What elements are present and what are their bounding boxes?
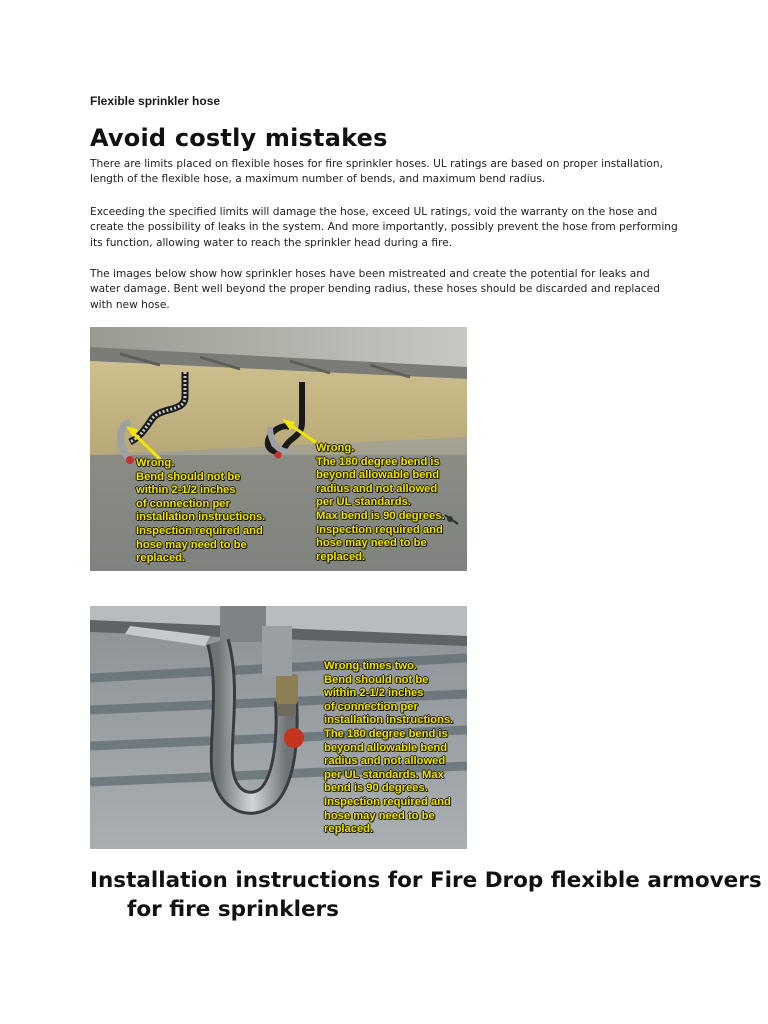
- hose-photo-1-caption-right: Wrong. The 180 degree bend is beyond allowable bend radius and not allowed per UL standards. Max bend is 90 degrees. Inspection required and hose may need to be replaced.: [316, 442, 445, 563]
- intro-paragraph: There are limits placed on flexible hoses for fire sprinkler hoses. UL ratings are based on proper installation, length of the flexible hose, a maximum number of bends, and maximum bend radius.: [90, 158, 663, 186]
- hose-photo-2-caption: Wrong times two. Bend should not be within 2-1/2 inches of connection per installation instructions. The 180 degree bend is beyond allowable bend radius and not allowed per UL standards. Max bend is 90 degrees. Inspection required and hose may need to be replaced.: [324, 660, 454, 836]
- document-kicker: Flexible sprinkler hose: [90, 94, 221, 108]
- sprinkler-hose-photo-1: [90, 327, 467, 571]
- images-paragraph: The images below show how sprinkler hoses have been mistreated and create the potential for leaks and water damage. Bent well beyond the proper bending radius, these hoses should be discarded and replaced with new hose.: [90, 268, 660, 311]
- hose-photo-1-caption-left: Wrong. Bend should not be within 2-1/2 inches of connection per installation instructions. Inspection required and hose may need to be replaced.: [136, 457, 266, 565]
- sprinkler-hose-photo-2: [90, 606, 467, 849]
- page-title: Avoid costly mistakes: [90, 124, 388, 152]
- limits-paragraph: Exceeding the specified limits will damage the hose, exceed UL ratings, void the warranty on the hose and create the possibility of leaks in the system. And more importantly, possibly prevent the hose from performing its function, allowing water to reach the sprinkler head during a fire.: [90, 206, 678, 249]
- section-heading: Installation instructions for Fire Drop flexible armovers for fire sprinklers: [90, 868, 762, 922]
